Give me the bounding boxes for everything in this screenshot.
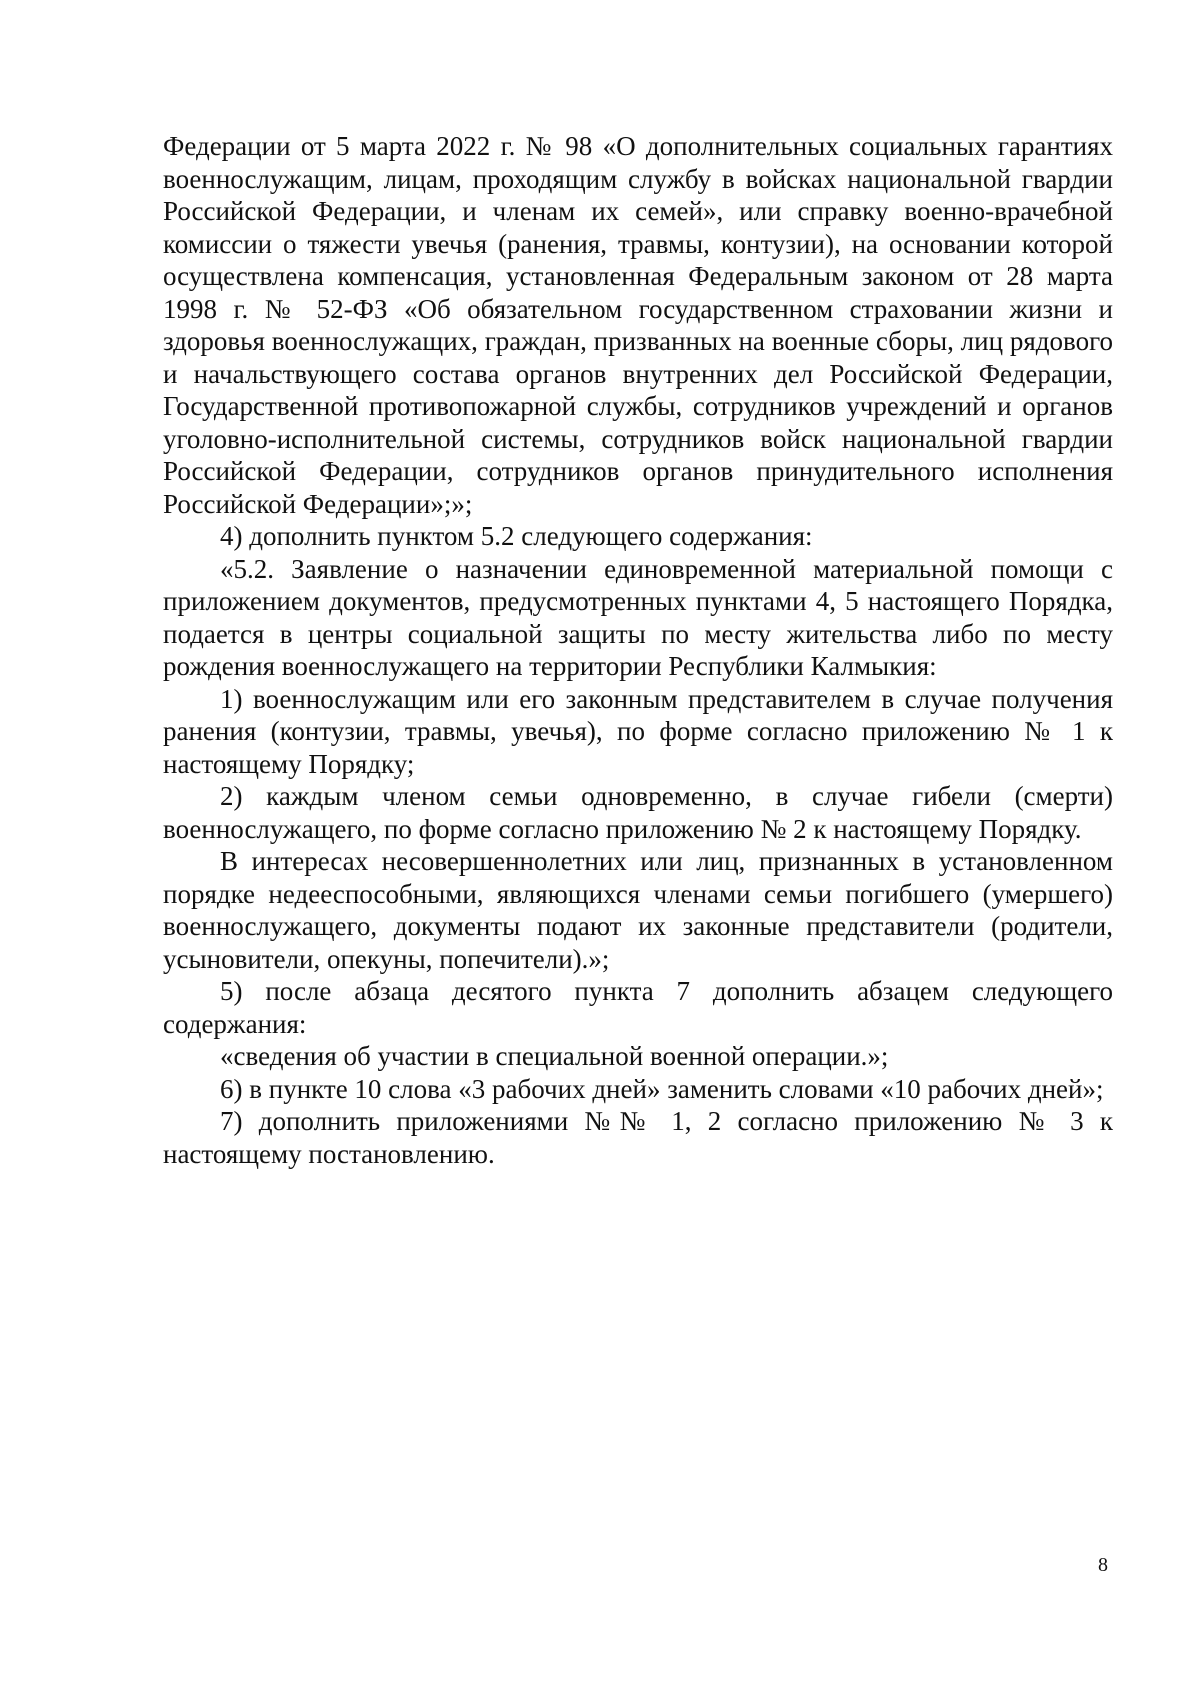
paragraph-subitem-2: 2) каждым членом семьи одновременно, в случае гибели (смерти) военнослужащего, по форме согласно приложению № 2 к настоящему Порядку. xyxy=(163,781,1113,844)
paragraph-item-5: 5) после абзаца десятого пункта 7 дополнить абзацем следующего содержания: xyxy=(163,976,1113,1039)
paragraph-subitem-1: 1) военнослужащим или его законным представителем в случае получения ранения (контузии, травмы, увечья), по форме согласно приложению № 1 к настоящему Порядку; xyxy=(163,683,1113,779)
page-number: 8 xyxy=(1098,1554,1108,1576)
paragraph-continuation: Федерации от 5 марта 2022 г. № 98 «О дополнительных социальных гарантиях военнослужащим, лицам, проходящим службу в войсках национальной гвардии Российской Федерации, и членам их семей», или справку военно-врачебной комиссии о тяжести увечья (ранения, травмы, контузии), на основании которой осуществлена компенсация, установленная Федеральным законом от 28 марта 1998 г. № 52-ФЗ «Об обязательном государственном страховании жизни и здоровья военнослужащих, граждан, призванных на военные сборы, лиц рядового и начальствующего состава органов внутренних дел Российской Федерации, Государственной противопожарной службы, сотрудников учреждений и органов уголовно-исполнительной системы, сотрудников войск национальной гвардии Российской Федерации, сотрудников органов принудительного исполнения Российской Федерации»;»; xyxy=(163,131,1113,519)
paragraph-quote: «сведения об участии в специальной военной операции.»; xyxy=(220,1041,889,1071)
paragraph-clause-5-2: «5.2. Заявление о назначении единовременной материальной помощи с приложением документов, предусмотренных пунктами 4, 5 настоящего Порядка, подается в центры социальной защиты по месту жительства либо по месту рождения военнослужащего на территории Республики Калмыкия: xyxy=(163,553,1113,681)
paragraph-item-7: 7) дополнить приложениями №№ 1, 2 согласно приложению № 3 к настоящему постановлению. xyxy=(163,1106,1113,1169)
paragraph-item-6: 6) в пункте 10 слова «3 рабочих дней» заменить словами «10 рабочих дней»; xyxy=(220,1073,1104,1104)
document-body xyxy=(163,130,1113,1170)
paragraph-item-4: 4) дополнить пунктом 5.2 следующего содержания: xyxy=(220,521,813,551)
paragraph-minors: В интересах несовершеннолетних или лиц, признанных в установленном порядке недееспособными, являющихся членами семьи погибшего (умершего) военнослужащего, документы подают их законные представители (родители, усыновители, опекуны, попечители).»; xyxy=(163,846,1113,974)
